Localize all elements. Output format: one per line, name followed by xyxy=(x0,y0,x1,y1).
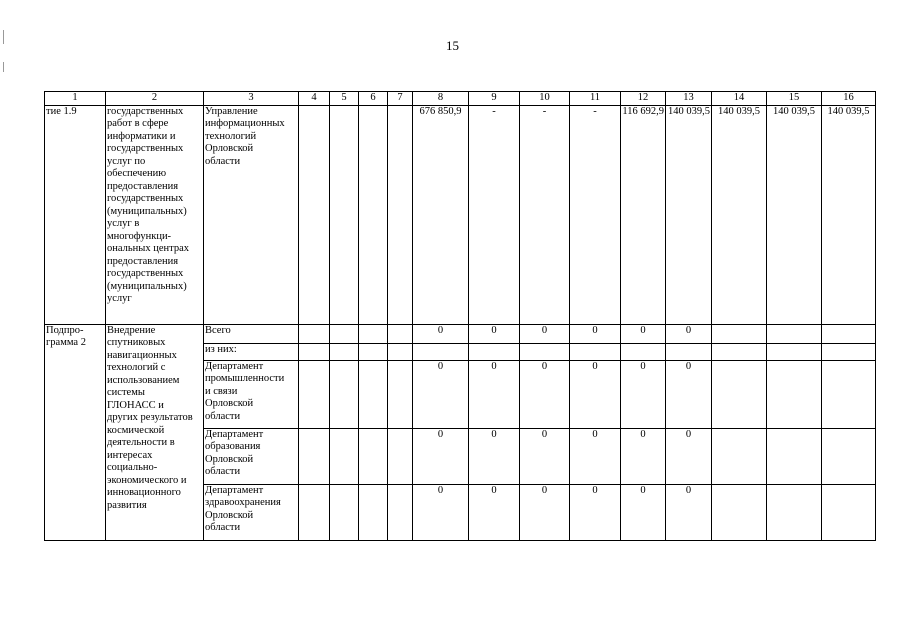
value-cell: 0 xyxy=(621,324,666,343)
value-cell: 140 039,5 xyxy=(712,105,767,324)
value-cell: 0 xyxy=(666,428,712,484)
executor: Всего xyxy=(204,324,299,343)
value-cell: 140 039,5 xyxy=(767,105,822,324)
value-cell: 0 xyxy=(621,360,666,428)
column-number: 9 xyxy=(469,92,520,106)
column-number-row xyxy=(45,92,876,106)
value-cell xyxy=(413,343,469,360)
column-number: 4 xyxy=(299,92,330,106)
empty-cell xyxy=(822,360,876,428)
empty-cell xyxy=(330,105,359,324)
value-cell: 676 850,9 xyxy=(413,105,469,324)
empty-cell xyxy=(388,360,413,428)
empty-cell xyxy=(767,324,822,343)
value-cell: 0 xyxy=(570,324,621,343)
value-cell: - xyxy=(469,105,520,324)
column-number: 12 xyxy=(621,92,666,106)
measure-code: тие 1.9 xyxy=(45,105,106,324)
value-cell xyxy=(666,343,712,360)
empty-cell xyxy=(712,343,767,360)
scan-edge-mark xyxy=(3,62,4,72)
value-cell: 0 xyxy=(413,360,469,428)
column-number: 8 xyxy=(413,92,469,106)
value-cell: 0 xyxy=(621,484,666,540)
column-number: 15 xyxy=(767,92,822,106)
value-cell: 0 xyxy=(520,428,570,484)
empty-cell xyxy=(712,484,767,540)
column-number: 5 xyxy=(330,92,359,106)
value-cell: 0 xyxy=(413,324,469,343)
value-cell: 0 xyxy=(621,428,666,484)
empty-cell xyxy=(767,360,822,428)
column-number: 13 xyxy=(666,92,712,106)
column-number: 11 xyxy=(570,92,621,106)
empty-cell xyxy=(330,343,359,360)
empty-cell xyxy=(359,428,388,484)
table-row-total xyxy=(45,324,876,343)
empty-cell xyxy=(330,428,359,484)
empty-cell xyxy=(359,484,388,540)
value-cell: - xyxy=(520,105,570,324)
value-cell: - xyxy=(570,105,621,324)
empty-cell xyxy=(359,105,388,324)
empty-cell xyxy=(712,324,767,343)
empty-cell xyxy=(299,105,330,324)
value-cell: 0 xyxy=(570,428,621,484)
executor: Департамент промышленности и связи Орловской области xyxy=(204,360,299,428)
empty-cell xyxy=(330,324,359,343)
column-number: 10 xyxy=(520,92,570,106)
value-cell: 0 xyxy=(520,360,570,428)
empty-cell xyxy=(388,428,413,484)
value-cell: 0 xyxy=(520,324,570,343)
empty-cell xyxy=(330,360,359,428)
value-cell: 0 xyxy=(570,484,621,540)
value-cell: 0 xyxy=(666,324,712,343)
page-number: 15 xyxy=(446,38,459,53)
empty-cell xyxy=(388,324,413,343)
executor: Департамент образования Орловской области xyxy=(204,428,299,484)
empty-cell xyxy=(359,343,388,360)
value-cell: 0 xyxy=(520,484,570,540)
empty-cell xyxy=(299,324,330,343)
column-number: 14 xyxy=(712,92,767,106)
empty-cell xyxy=(822,428,876,484)
empty-cell xyxy=(712,360,767,428)
value-cell: 0 xyxy=(469,324,520,343)
column-number: 1 xyxy=(45,92,106,106)
empty-cell xyxy=(299,360,330,428)
table-row-measure-1-9 xyxy=(45,105,876,324)
empty-cell xyxy=(299,343,330,360)
measure-title: государственных работ в сфере информатики и государственных услуг по обеспечению предоставления государственных (муниципальных) услуг в многофункци- ональных центрах предоставления государственных (муниципальных) услуг xyxy=(106,105,204,324)
empty-cell xyxy=(822,324,876,343)
empty-cell xyxy=(299,484,330,540)
empty-cell xyxy=(359,360,388,428)
value-cell: 116 692,9 xyxy=(621,105,666,324)
value-cell: 0 xyxy=(469,484,520,540)
empty-cell xyxy=(359,324,388,343)
empty-cell xyxy=(712,428,767,484)
value-cell xyxy=(570,343,621,360)
value-cell: 140 039,5 xyxy=(666,105,712,324)
empty-cell xyxy=(767,484,822,540)
empty-cell xyxy=(822,343,876,360)
value-cell: 140 039,5 xyxy=(822,105,876,324)
empty-cell xyxy=(388,343,413,360)
value-cell: 0 xyxy=(570,360,621,428)
empty-cell xyxy=(388,484,413,540)
column-number: 3 xyxy=(204,92,299,106)
column-number: 6 xyxy=(359,92,388,106)
empty-cell xyxy=(767,428,822,484)
column-number: 7 xyxy=(388,92,413,106)
value-cell: 0 xyxy=(469,428,520,484)
empty-cell xyxy=(767,343,822,360)
column-number: 16 xyxy=(822,92,876,106)
value-cell: 0 xyxy=(666,360,712,428)
column-number: 2 xyxy=(106,92,204,106)
value-cell: 0 xyxy=(469,360,520,428)
value-cell: 0 xyxy=(413,428,469,484)
subprogram-code: Подпро- грамма 2 xyxy=(45,324,106,540)
empty-cell xyxy=(388,105,413,324)
budget-table xyxy=(44,91,876,541)
value-cell xyxy=(520,343,570,360)
subprogram-title: Внедрение спутниковых навигационных технологий с использованием системы ГЛОНАСС и других результатов космической деятельности в интересах социально- экономического и инновационного развития xyxy=(106,324,204,540)
value-cell xyxy=(469,343,520,360)
empty-cell xyxy=(822,484,876,540)
executor: Департамент здравоохранения Орловской области xyxy=(204,484,299,540)
executor: Управление информационных технологий Орловской области xyxy=(204,105,299,324)
executor: из них: xyxy=(204,343,299,360)
empty-cell xyxy=(299,428,330,484)
empty-cell xyxy=(330,484,359,540)
value-cell: 0 xyxy=(666,484,712,540)
value-cell xyxy=(621,343,666,360)
value-cell: 0 xyxy=(413,484,469,540)
